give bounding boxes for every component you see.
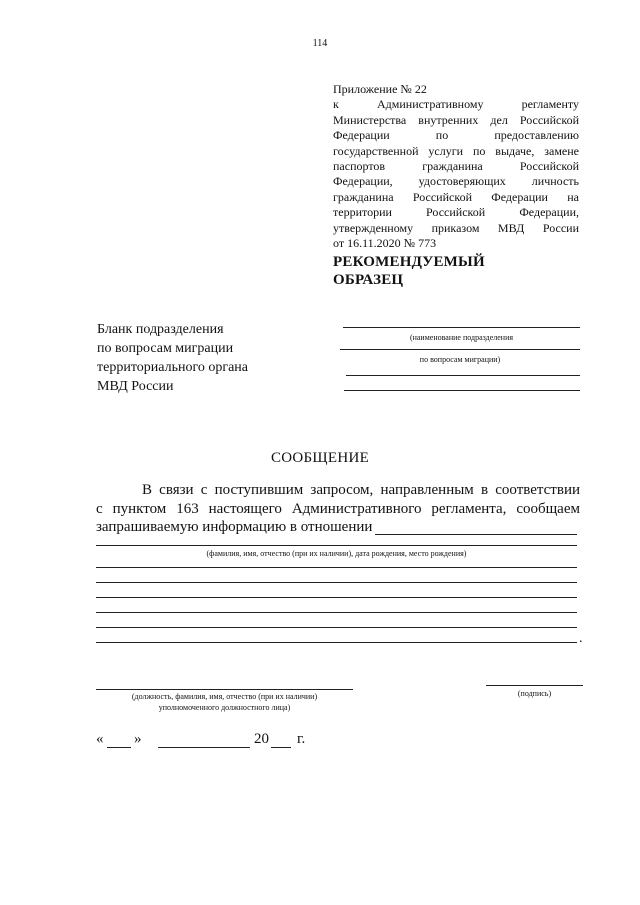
info-fill-line[interactable] [96,627,577,628]
appendix-line: от 16.11.2020 № 773 [333,236,437,251]
message-title: СООБЩЕНИЕ [270,450,370,466]
unit-caption: по вопросам миграции) [419,355,501,364]
appendix-line: паспортов гражданина Российской [333,159,579,174]
stamp-line: РЕКОМЕНДУЕМЫЙ [333,254,485,270]
info-fill-line[interactable] [96,597,577,598]
stamp-line: ОБРАЗЕЦ [333,272,404,288]
date-open-quote: « [96,731,104,747]
appendix-line: Министерства внутренних дел Российской [333,112,579,127]
appendix-line: Приложение № 22 [333,82,427,96]
unit-caption: (наименование подразделения [409,333,514,342]
unit-name-line[interactable] [340,349,580,350]
appendix-line: гражданина Российской Федерации на [333,189,579,204]
info-fill-line[interactable] [96,567,577,568]
unit-name-line[interactable] [343,327,580,328]
blank-line: территориального органа [97,360,249,375]
paragraph-line: с пунктом 163 настоящего Административного регламента, сообщаем [96,500,580,517]
closing-period: . [579,631,583,646]
appendix-line: Федерации, удостоверяющих личность [333,174,579,189]
year-fill-line[interactable] [271,747,291,748]
date-close-quote: » [134,731,142,747]
recommended-sample-stamp [333,253,485,289]
year-prefix: 20 [254,731,269,747]
appendix-line: Федерации по предоставлению [333,128,579,143]
blank-line: Бланк подразделения [97,322,224,337]
appendix-line: территории Российской Федерации, [333,205,579,220]
appendix-line: к Административному регламенту [333,97,579,112]
position-fill-line[interactable] [96,689,353,690]
signature-fill-line[interactable] [486,685,583,686]
paragraph-line: запрашиваемую информацию в отношении [96,519,373,535]
person-caption: (фамилия, имя, отчество (при их наличии), дата рождения, место рождения) [206,549,467,558]
blank-label [97,320,248,396]
person-fill-line[interactable] [96,545,577,546]
year-suffix: г. [297,731,306,747]
message-paragraph [96,481,580,537]
position-caption: (должность, фамилия, имя, отчество (при их наличии) [131,692,318,701]
signature-caption: (подпись) [517,689,552,698]
appendix-header [333,82,579,251]
unit-name-line[interactable] [346,375,580,376]
blank-line: МВД России [97,379,174,394]
day-fill-line[interactable] [107,747,131,748]
month-fill-line[interactable] [158,747,250,748]
blank-line: по вопросам миграции [97,341,234,356]
info-fill-line[interactable] [96,612,577,613]
person-fill-line[interactable] [375,534,577,535]
appendix-line: государственной услуги по выдаче, замене [333,143,579,158]
info-fill-line[interactable] [96,642,577,643]
page-number: 114 [312,38,328,49]
paragraph-line: В связи с поступившим запросом, направленным в соответствии [142,482,580,498]
position-caption: уполномоченного должностного лица) [158,703,291,712]
unit-name-line[interactable] [344,390,580,391]
info-fill-line[interactable] [96,582,577,583]
appendix-line: утвержденному приказом МВД России [333,220,579,235]
